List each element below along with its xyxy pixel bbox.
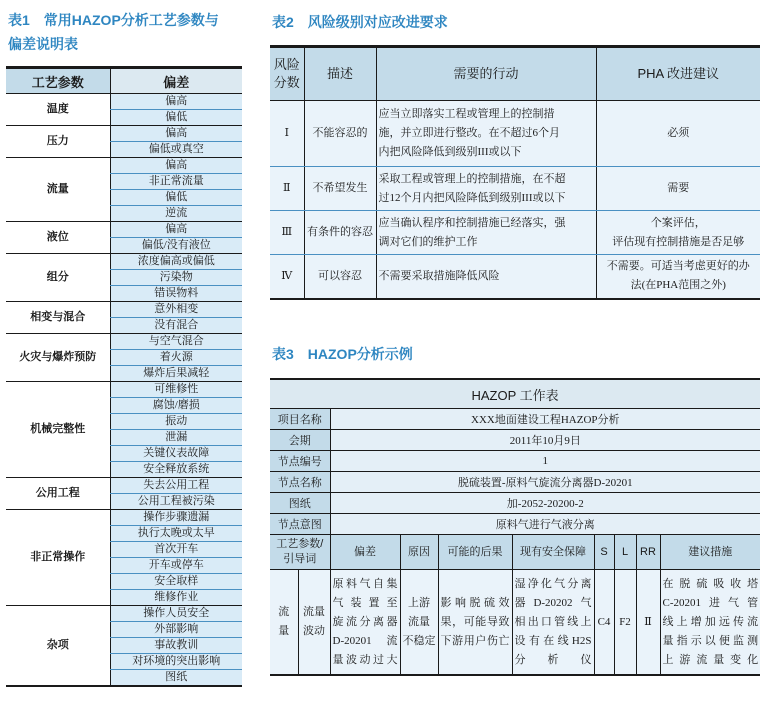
deviation-cell: 偏低或真空 <box>110 142 242 158</box>
worksheet-info-value: XXX地面建设工程HAZOP分析 <box>330 409 760 430</box>
table-row <box>270 167 760 211</box>
risk-score-cell: Ⅲ <box>270 211 304 255</box>
deviation-cell: 非正常流量 <box>110 174 242 190</box>
process-parameter-cell: 温度 <box>6 94 110 126</box>
worksheet-info-value: 原料气进行气液分离 <box>330 514 760 535</box>
recommendation-line: C-20201进气管 <box>662 596 759 609</box>
deviation-cell: 首次开车 <box>110 542 242 558</box>
required-action-line: 采取工程或管理上的控制措施，在不超 <box>378 172 566 185</box>
deviation-cell: 安全释放系统 <box>110 462 242 478</box>
worksheet-info-row <box>270 514 760 535</box>
cause-line: 上游 <box>408 596 430 609</box>
header-recommendation: 建议措施 <box>660 535 760 570</box>
risk-description-cell: 有条件的容忍 <box>304 211 376 255</box>
table-row <box>6 478 242 494</box>
parameter-cell <box>270 570 298 676</box>
cause-cell <box>400 570 438 676</box>
worksheet-info-key: 图纸 <box>270 493 330 514</box>
header-parameter-line: 工艺参数/ <box>276 538 324 550</box>
table1-caption <box>8 8 219 56</box>
required-action-line: 内把风险降低到级别III或以下 <box>378 146 522 158</box>
deviation-cell: 操作人员安全 <box>110 606 242 622</box>
cause-line: 不稳定 <box>402 634 436 647</box>
risk-table-body <box>270 101 760 299</box>
safeguard-line: 器D-20202气 <box>514 596 592 609</box>
header-deviation: 偏差 <box>330 535 400 570</box>
safeguard-line: 湿净化气分离 <box>514 577 592 590</box>
header-safeguard: 现有安全保障 <box>512 535 594 570</box>
process-parameter-cell: 机械完整性 <box>6 382 110 478</box>
required-action-cell <box>376 211 596 255</box>
deviation-cell: 偏高 <box>110 222 242 238</box>
deviation-cell: 对环境的突出影响 <box>110 654 242 670</box>
deviation-cell: 维修作业 <box>110 590 242 606</box>
deviation-line: 旋流分离器 <box>332 615 398 628</box>
safeguard-line: 分析仪 <box>514 653 592 666</box>
deviation-cell: 图纸 <box>110 670 242 687</box>
table-row <box>270 570 760 676</box>
pha-recommendation-line: 个案评估， <box>650 216 706 229</box>
pha-recommendation-line: 需要 <box>667 182 690 194</box>
deviation-cell: 偏低/没有液位 <box>110 238 242 254</box>
required-action-cell <box>376 167 596 211</box>
risk-description-cell: 不希望发生 <box>304 167 376 211</box>
table-row <box>6 158 242 174</box>
worksheet-info-value: 2011年10月9日 <box>330 430 760 451</box>
risk-score-cell: Ⅳ <box>270 255 304 299</box>
worksheet-info-value: 脱硫装置-原料气旋流分离器D-20201 <box>330 472 760 493</box>
likelihood-cell: F2 <box>614 570 636 676</box>
deviation-cell: 没有混合 <box>110 318 242 334</box>
process-parameter-table <box>6 66 242 687</box>
header-risk-score <box>270 47 304 101</box>
header-cause: 原因 <box>400 535 438 570</box>
deviation-cell: 偏高 <box>110 94 242 110</box>
safeguard-line: 相出口管线上 <box>514 615 592 628</box>
pha-recommendation-line: 不需要。可适当考虑更好的办 <box>606 260 750 273</box>
deviation-cell: 浓度偏高或偏低 <box>110 254 242 270</box>
guideword-line: 波动 <box>303 625 325 637</box>
required-action-cell <box>376 101 596 167</box>
table-row <box>6 382 242 398</box>
pha-recommendation-line: 评估现有控制措施是否足够 <box>612 235 745 248</box>
consequence-line: 下游用户伤亡 <box>440 634 510 647</box>
safeguard-line: 设有在线H2S <box>514 634 592 647</box>
required-action-line: 施，并立即进行整改。在不超过6个月 <box>378 127 560 139</box>
parameter-line: 流 <box>278 606 290 618</box>
table-row <box>6 126 242 142</box>
deviation-line: 气装置至 <box>332 596 398 609</box>
worksheet-info-key: 节点名称 <box>270 472 330 493</box>
worksheet-info-value: 1 <box>330 451 760 472</box>
deviation-cell: 偏高 <box>110 126 242 142</box>
table-row <box>6 510 242 526</box>
recommendation-line: 在脱硫吸收塔 <box>662 577 759 590</box>
required-action-line: 应当立即落实工程或管理上的控制措 <box>378 108 555 120</box>
process-parameter-cell: 杂项 <box>6 606 110 687</box>
worksheet-info-row <box>270 472 760 493</box>
header-required-action: 需要的行动 <box>376 47 596 101</box>
guideword-cell <box>298 570 330 676</box>
table3-caption: 表3 HAZOP分析示例 <box>272 346 413 362</box>
parameter-line: 量 <box>278 625 290 637</box>
process-parameter-cell: 公用工程 <box>6 478 110 510</box>
pha-recommendation-line: 法(在PHA范围之外) <box>630 279 726 292</box>
table-row <box>6 606 242 622</box>
worksheet-info-row <box>270 493 760 514</box>
consequence-line: 影响脱硫效 <box>440 596 510 609</box>
required-action-line: 不需要采取措施降低风险 <box>378 269 500 282</box>
risk-description-cell: 不能容忍的 <box>304 101 376 167</box>
deviation-cell: 公用工程被污染 <box>110 494 242 510</box>
pha-recommendation-cell <box>596 101 760 167</box>
header-parameter-guideword <box>270 535 330 570</box>
deviation-cell: 泄漏 <box>110 430 242 446</box>
deviation-cell: 逆流 <box>110 206 242 222</box>
safeguard-cell <box>512 570 594 676</box>
deviation-cell: 失去公用工程 <box>110 478 242 494</box>
deviation-line: D-20201流 <box>332 634 398 647</box>
risk-score-cell: Ⅰ <box>270 101 304 167</box>
worksheet-info-key: 会期 <box>270 430 330 451</box>
hazop-worksheet-table <box>270 378 760 676</box>
process-parameter-cell: 相变与混合 <box>6 302 110 334</box>
pha-recommendation-cell <box>596 211 760 255</box>
table-row <box>6 94 242 110</box>
table-row <box>270 211 760 255</box>
required-action-cell <box>376 255 596 299</box>
severity-cell: C4 <box>594 570 614 676</box>
deviation-cell <box>330 570 400 676</box>
table-row <box>270 255 760 299</box>
deviation-cell: 偏低 <box>110 110 242 126</box>
guideword-line: 流量 <box>303 606 325 618</box>
process-parameter-cell: 流量 <box>6 158 110 222</box>
header-severity: S <box>594 535 614 570</box>
worksheet-title: HAZOP 工作表 <box>270 379 760 409</box>
deviation-line: 原料气自集 <box>332 577 398 590</box>
deviation-cell: 腐蚀/磨损 <box>110 398 242 414</box>
pha-recommendation-line: 必须 <box>667 127 690 139</box>
worksheet-info-key: 项目名称 <box>270 409 330 430</box>
deviation-cell: 着火源 <box>110 350 242 366</box>
deviation-cell: 与空气混合 <box>110 334 242 350</box>
risk-description-cell: 可以容忍 <box>304 255 376 299</box>
recommendation-line: 线上增加远传流 <box>662 615 759 628</box>
process-parameter-cell: 非正常操作 <box>6 510 110 606</box>
worksheet-info-key: 节点编号 <box>270 451 330 472</box>
header-risk-score-line2: 分数 <box>273 75 300 90</box>
recommendation-line: 上游流量变化 <box>662 653 759 666</box>
process-parameter-cell: 压力 <box>6 126 110 158</box>
header-risk-score-line1: 风险 <box>273 57 300 72</box>
worksheet-info-key: 节点意图 <box>270 514 330 535</box>
cause-line: 流量 <box>408 615 430 628</box>
deviation-cell: 错误物料 <box>110 286 242 302</box>
deviation-cell: 意外相变 <box>110 302 242 318</box>
table-row <box>6 254 242 270</box>
table-row <box>6 222 242 238</box>
header-description: 描述 <box>304 47 376 101</box>
worksheet-info-row <box>270 409 760 430</box>
process-parameter-cell: 液位 <box>6 222 110 254</box>
deviation-cell: 外部影响 <box>110 622 242 638</box>
deviation-cell: 执行太晚或太早 <box>110 526 242 542</box>
header-consequence: 可能的后果 <box>438 535 512 570</box>
process-parameter-cell: 火灾与爆炸预防 <box>6 334 110 382</box>
recommendation-cell <box>660 570 760 676</box>
deviation-cell: 事故教训 <box>110 638 242 654</box>
hazop-table-body <box>270 379 760 675</box>
table2-caption: 表2 风险级别对应改进要求 <box>272 14 448 30</box>
table1-caption-line2: 偏差说明表 <box>8 36 78 52</box>
required-action-line: 应当确认程序和控制措施已经落实，强 <box>378 216 566 229</box>
risk-score-cell: Ⅱ <box>270 167 304 211</box>
header-risk-rank: RR <box>636 535 660 570</box>
worksheet-info-row <box>270 451 760 472</box>
pha-recommendation-cell <box>596 255 760 299</box>
deviation-cell: 污染物 <box>110 270 242 286</box>
table1-caption-line1: 表1 常用HAZOP分析工艺参数与 <box>8 12 219 28</box>
deviation-cell: 可维修性 <box>110 382 242 398</box>
deviation-cell: 振动 <box>110 414 242 430</box>
parameter-table-body <box>6 94 242 687</box>
deviation-cell: 爆炸后果减轻 <box>110 366 242 382</box>
pha-recommendation-cell <box>596 167 760 211</box>
risk-rank-cell: Ⅱ <box>636 570 660 676</box>
deviation-cell: 关键仪表故障 <box>110 446 242 462</box>
header-likelihood: L <box>614 535 636 570</box>
header-process-parameter: 工艺参数 <box>6 68 110 94</box>
recommendation-line: 量指示以便监测 <box>662 634 759 647</box>
header-pha-recommendation: PHA 改进建议 <box>596 47 760 101</box>
table-row <box>6 334 242 350</box>
consequence-line: 果，可能导致 <box>440 615 510 628</box>
deviation-cell: 安全取样 <box>110 574 242 590</box>
deviation-cell: 开车或停车 <box>110 558 242 574</box>
deviation-cell: 偏低 <box>110 190 242 206</box>
consequence-cell <box>438 570 512 676</box>
header-guideword-line: 引导词 <box>283 553 317 565</box>
process-parameter-cell: 组分 <box>6 254 110 302</box>
risk-level-table <box>270 45 760 300</box>
worksheet-info-value: 加-2052-20200-2 <box>330 493 760 514</box>
deviation-cell: 偏高 <box>110 158 242 174</box>
header-deviation: 偏差 <box>110 68 242 94</box>
deviation-cell: 操作步骤遗漏 <box>110 510 242 526</box>
worksheet-info-row <box>270 430 760 451</box>
required-action-line: 调对它们的维护工作 <box>378 235 478 248</box>
worksheet-column-headers <box>270 535 760 570</box>
table-row <box>270 101 760 167</box>
deviation-line: 量波动过大 <box>332 653 398 666</box>
table-row <box>6 302 242 318</box>
required-action-line: 过12个月内把风险降低到级别III或以下 <box>378 191 566 204</box>
